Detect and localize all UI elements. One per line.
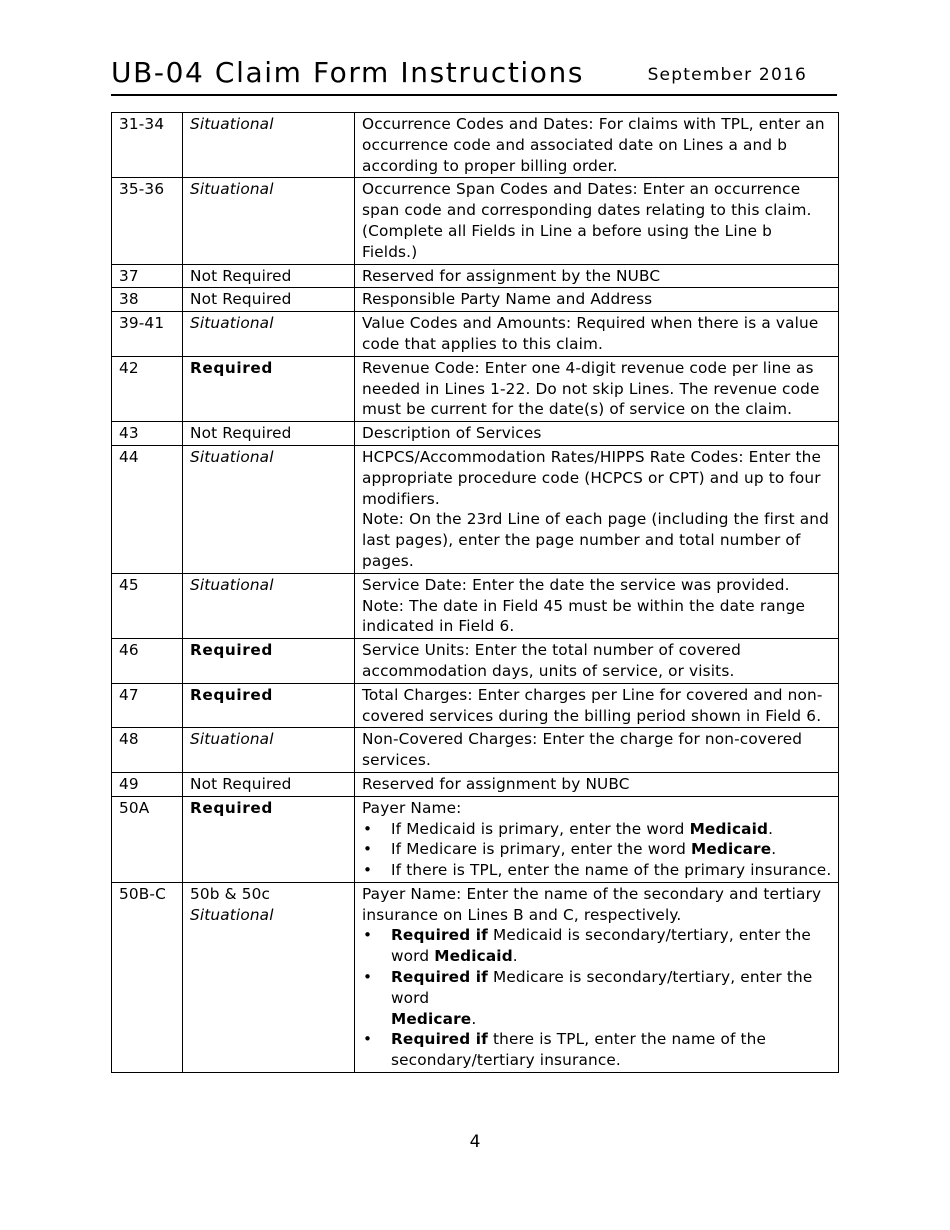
bullet-end: . [771, 840, 777, 859]
bullet-bold-text: Medicaid [434, 947, 513, 966]
requirement-status: Required [183, 683, 355, 728]
field-number: 49 [112, 772, 183, 796]
field-number: 39-41 [112, 312, 183, 357]
field-number: 37 [112, 264, 183, 288]
field-number: 48 [112, 728, 183, 773]
bullet-text: Medicare is secondary/tertiary, enter the word [391, 968, 813, 1007]
bullet-item [362, 925, 832, 967]
field-description: Value Codes and Amounts: Required when there is a value code that applies to this claim. [355, 312, 839, 357]
requirement-status: Situational [183, 445, 355, 573]
description-note: Note: On the 23rd Line of each page (including the first and last pages), enter the page number and total number of pages. [362, 510, 830, 570]
bullet-bold-text: Medicare [391, 1009, 472, 1028]
table-row [112, 683, 839, 728]
requirement-status: Not Required [183, 288, 355, 312]
bullet-item [362, 860, 832, 881]
table-row [112, 796, 839, 882]
document-title: UB-04 Claim Form Instructions [111, 56, 585, 89]
bullet-end: . [512, 947, 518, 966]
field-description: Service Date: Enter the date the service was provided. Note: The date in Field 45 must be within the date range indicated in Field 6. [355, 573, 839, 638]
table-row [112, 445, 839, 573]
description-text: HCPCS/Accommodation Rates/HIPPS Rate Codes: Enter the appropriate procedure code (HCPCS or CPT) and up to four modifiers. [362, 447, 822, 508]
bullet-text: there is TPL, enter the name of the secondary/tertiary insurance. [391, 1030, 767, 1070]
field-description: Service Units: Enter the total number of covered accommodation days, units of service, or visits. [355, 639, 839, 684]
field-description: Responsible Party Name and Address [355, 288, 839, 312]
bullet-text: If Medicare is primary, enter the word [391, 840, 691, 859]
field-number: 31-34 [112, 113, 183, 178]
requirement-status: Required [183, 639, 355, 684]
table-row [112, 772, 839, 796]
table-row [112, 113, 839, 178]
field-number: 45 [112, 573, 183, 638]
table-row [112, 639, 839, 684]
bullet-item [362, 819, 832, 840]
description-text: Payer Name: Enter the name of the secondary and tertiary insurance on Lines B and C, respectively. [362, 884, 822, 924]
requirement-status: Not Required [183, 772, 355, 796]
table-row [112, 882, 839, 1072]
field-number: 35-36 [112, 178, 183, 264]
instructions-table [111, 112, 839, 1073]
field-number: 46 [112, 639, 183, 684]
requirement-status: Situational [183, 113, 355, 178]
page-number: 4 [469, 1132, 481, 1152]
table-row [112, 573, 839, 638]
page-header [111, 56, 837, 96]
document-date: September 2016 [647, 65, 807, 85]
table-row [112, 312, 839, 357]
field-description: Reserved for assignment by the NUBC [355, 264, 839, 288]
table-row [112, 422, 839, 446]
field-description [355, 445, 839, 573]
field-number: 50A [112, 796, 183, 882]
field-description: Non-Covered Charges: Enter the charge for non-covered services. [355, 728, 839, 773]
status-line-2: Situational [190, 905, 274, 924]
bullet-text: Medicaid is secondary/tertiary, enter the word [391, 926, 811, 966]
requirement-status: Situational [183, 573, 355, 638]
bullet-bold-text: Medicare [690, 840, 772, 859]
field-number: 43 [112, 422, 183, 446]
bullet-bold-text: Medicaid [689, 819, 769, 838]
field-description [355, 796, 839, 882]
bullet-item [362, 967, 832, 1029]
table-row [112, 728, 839, 773]
requirement-status: Situational [183, 312, 355, 357]
field-number: 38 [112, 288, 183, 312]
requirement-status: Required [183, 796, 355, 882]
requirement-status: Not Required [183, 264, 355, 288]
field-description: Occurrence Span Codes and Dates: Enter an occurrence span code and corresponding dates relating to this claim. (Complete all Fields in Line a before using the Line b Fields.) [355, 178, 839, 264]
bullet-lead: Required if [391, 968, 488, 987]
table-row [112, 356, 839, 421]
requirement-status: Situational [183, 178, 355, 264]
bullet-lead: Required if [391, 926, 488, 945]
bullet-end: . [471, 1009, 477, 1028]
field-number: 50B-C [112, 882, 183, 1072]
field-description: Occurrence Codes and Dates: For claims with TPL, enter an occurrence code and associated date on Lines a and b according to proper billing order. [355, 113, 839, 178]
bullet-text: If there is TPL, enter the name of the primary insurance. [391, 861, 832, 880]
description-text: Payer Name: [362, 798, 462, 817]
requirement-status: Situational [183, 728, 355, 773]
bullet-item [362, 839, 832, 860]
requirement-status: Not Required [183, 422, 355, 446]
table-row [112, 264, 839, 288]
field-description: Reserved for assignment by NUBC [355, 772, 839, 796]
bullet-lead: Required if [391, 1030, 488, 1049]
status-line-1: 50b & 50c [190, 884, 271, 903]
field-number: 44 [112, 445, 183, 573]
requirement-status: Required [183, 356, 355, 421]
bullet-list [362, 819, 832, 881]
field-description: Description of Services [355, 422, 839, 446]
table-row [112, 178, 839, 264]
field-description [355, 882, 839, 1072]
bullet-list [362, 925, 832, 1071]
requirement-status [183, 882, 355, 1072]
field-number: 47 [112, 683, 183, 728]
bullet-item [362, 1029, 832, 1071]
bullet-end: . [768, 819, 774, 838]
bullet-text: If Medicaid is primary, enter the word [391, 819, 690, 838]
table-row [112, 288, 839, 312]
field-description: Total Charges: Enter charges per Line for covered and non-covered services during the billing period shown in Field 6. [355, 683, 839, 728]
field-number: 42 [112, 356, 183, 421]
field-description: Revenue Code: Enter one 4-digit revenue code per line as needed in Lines 1-22. Do not skip Lines. The revenue code must be current for the date(s) of service on the claim. [355, 356, 839, 421]
